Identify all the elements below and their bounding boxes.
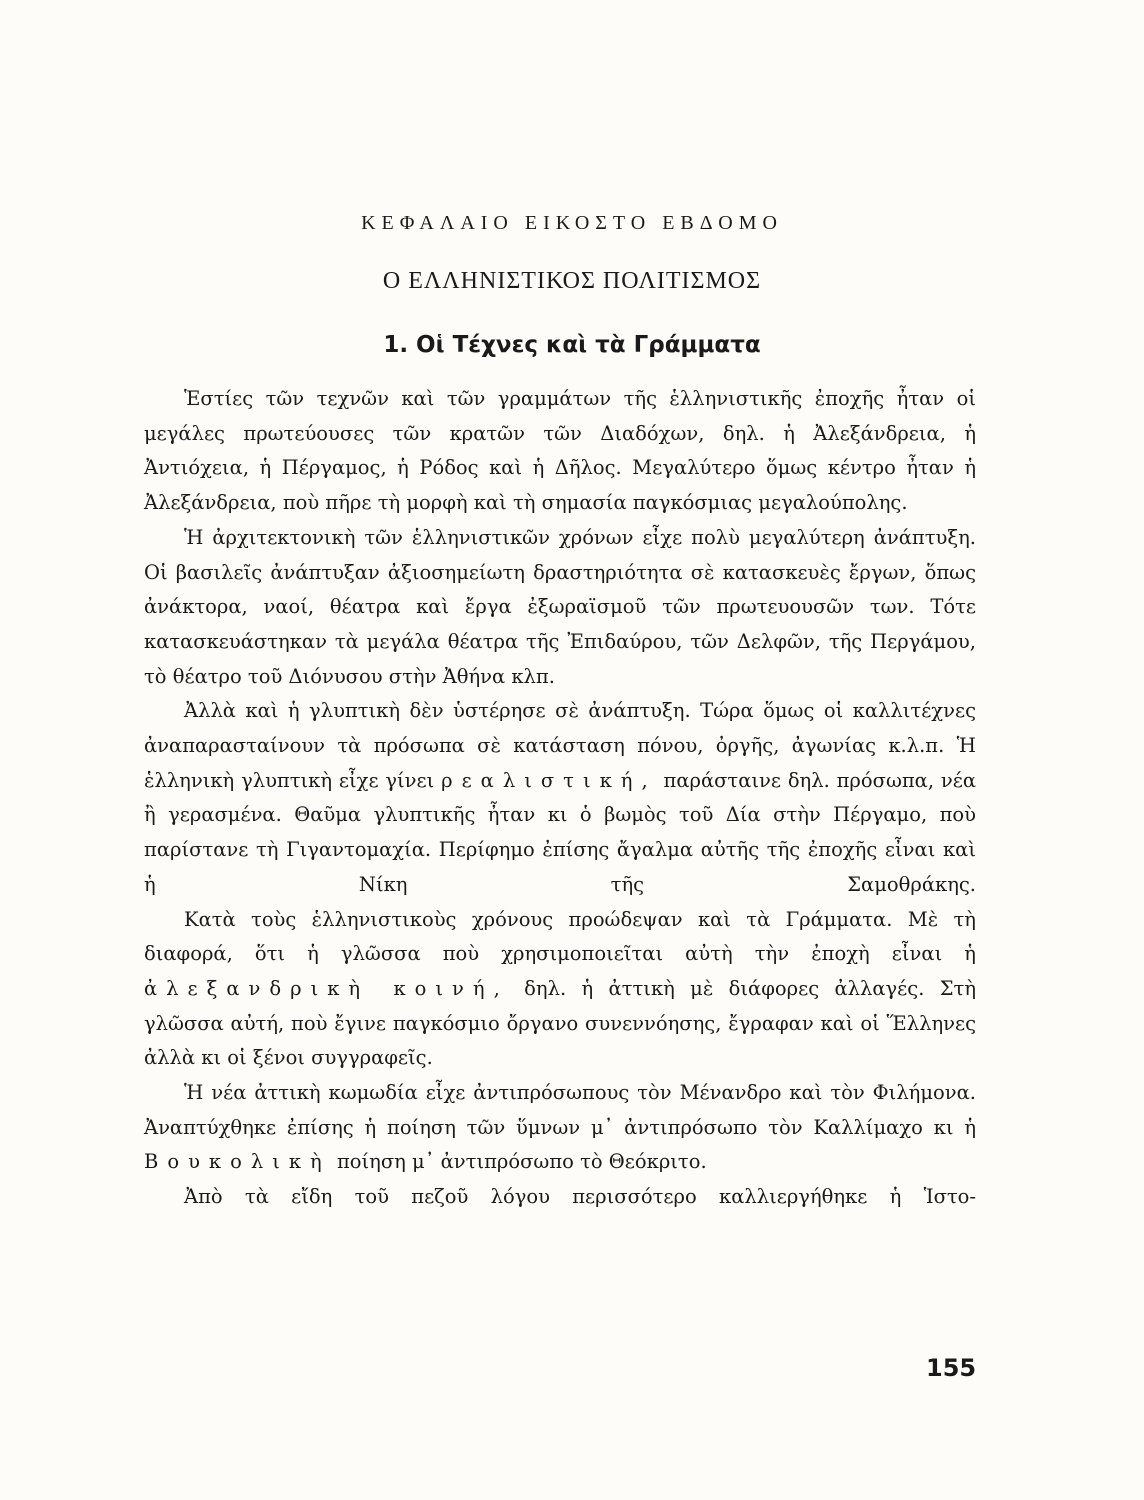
page-number: 155 xyxy=(926,1354,977,1382)
paragraph-6: Ἀπὸ τὰ εἴδη τοῦ πεζοῦ λόγου περισσότερο καλλιεργήθηκε ἡ Ἱστο- xyxy=(184,1185,976,1209)
paragraph-3 xyxy=(144,694,976,902)
paragraph-5 xyxy=(144,1076,976,1180)
paragraph-3-emphasis: ρεαλιστική, xyxy=(441,768,657,792)
paragraph-3-part-c: παράσταινε δηλ. πρόσωπα, νέα ἢ γερασμένα. Θαῦμα γλυπτικῆς ἦταν κι ὁ βωμὸς τοῦ Δία στὴν Πέργαμο, ποὺ παρίστανε τὴ Γιγαντομαχία. Περίφημο ἐπίσης ἄγαλμα αὐτῆς τῆς ἐποχῆς εἶναι καὶ ἡ Νίκη τῆς Σαμοθράκης. xyxy=(144,768,976,896)
paragraph-2: Ἡ ἀρχιτεκτονικὴ τῶν ἑλληνιστικῶν χρόνων εἶχε πολὺ μεγαλύτερη ἀνάπτυξη. Οἱ βασιλεῖς ἀνάπτυξαν ἀξιοσημείωτη δραστηριότητα σὲ κατασκευὲς ἔργων, ὅπως ἀνάκτορα, ναοί, θέατρα καὶ ἔργα ἐξωραϊσμοῦ τῶν πρωτευουσῶν των. Τότε κατασκευάστηκαν τὰ μεγάλα θέατρα τῆς Ἐπιδαύρου, τῶν Δελφῶν, τῆς Περγάμου, τὸ θέατρο τοῦ Διόνυσου στὴν Ἀθήνα κλπ. xyxy=(144,525,976,688)
paragraph-5-part-a: Ἡ νέα ἀττικὴ κωμωδία εἶχε ἀντιπρόσωπους τὸν Μένανδρο καὶ τὸν Φιλήμονα. Ἀναπτύχθηκε ἐπίσης ἡ ποίηση τῶν ὕμνων μ᾿ ἀντιπρόσωπο τὸν Καλλίμαχο κι ἡ xyxy=(144,1081,976,1139)
paragraph-1: Ἑστίες τῶν τεχνῶν καὶ τῶν γραμμάτων τῆς ἑλληνιστικῆς ἐποχῆς ἦταν οἱ μεγάλες πρωτεύουσες τῶν κρατῶν τῶν Διαδόχων, δηλ. ἡ Ἀλεξάνδρεια, ἡ Ἀντιόχεια, ἡ Πέργαμος, ἡ Ρόδος καὶ ἡ Δῆλος. Μεγαλύτερο ὅμως κέντρο ἦταν ἡ Ἀλεξάνδρεια, ποὺ πῆρε τὴ μορφὴ καὶ τὴ σημασία παγκόσμιας μεγαλούπολης. xyxy=(144,387,976,515)
body-text xyxy=(144,382,976,1215)
paragraph-4-emphasis: ἀλεξανδρικὴ κοινή, xyxy=(144,976,509,1000)
section-title: 1. Οἱ Τέχνες καὶ τὰ Γράμματα xyxy=(383,332,761,358)
paragraph-3-part-a: Ἀλλὰ καὶ ἡ γλυπτικὴ δὲν ὑστέρησε σὲ ἀνάπτυξη. Τώρα ὅμως οἱ καλλιτέχνες ἀναπαρασταίνουν τὰ πρόσωπα σὲ κατάσταση πόνου, ὀργῆς, ἀγωνίας κ.λ.π. Ἡ ἑλληνικὴ γλυπτικὴ εἶχε γίνει xyxy=(144,699,976,792)
paragraph-5-emphasis: Βουκολικὴ xyxy=(144,1150,331,1174)
chapter-title: Ο ΕΛΛΗΝΙΣΤΙΚΟΣ ΠΟΛΙΤΙΣΜΟΣ xyxy=(382,268,762,294)
chapter-label: ΚΕΦΑΛΑΙΟ ΕΙΚΟΣΤΟ ΕΒΔΟΜΟ xyxy=(361,212,783,234)
paragraph-4-part-a: Κατὰ τοὺς ἑλληνιστικοὺς χρόνους προώδεψαν καὶ τὰ Γράμματα. Μὲ τὴ διαφορά, ὅτι ἡ γλῶσσα ποὺ χρησιμοποιεῖται αὐτὴ τὴν ἐποχὴ εἶναι ἡ xyxy=(144,907,976,966)
paragraph-5-part-c: ποίηση μ᾿ ἀντιπρόσωπο τὸ Θεόκριτο. xyxy=(336,1150,707,1174)
paragraph-4 xyxy=(144,903,976,1077)
paragraph-4-part-c: δηλ. ἡ ἀττικὴ μὲ διάφορες ἀλλαγές. Στὴ γλῶσσα αὐτή, ποὺ ἔγινε παγκόσμιο ὄργανο συνεννόησης, ἔγραφαν καὶ οἱ Ἕλληνες ἀλλὰ κι οἱ ξένοι συγγραφεῖς. xyxy=(144,976,977,1070)
